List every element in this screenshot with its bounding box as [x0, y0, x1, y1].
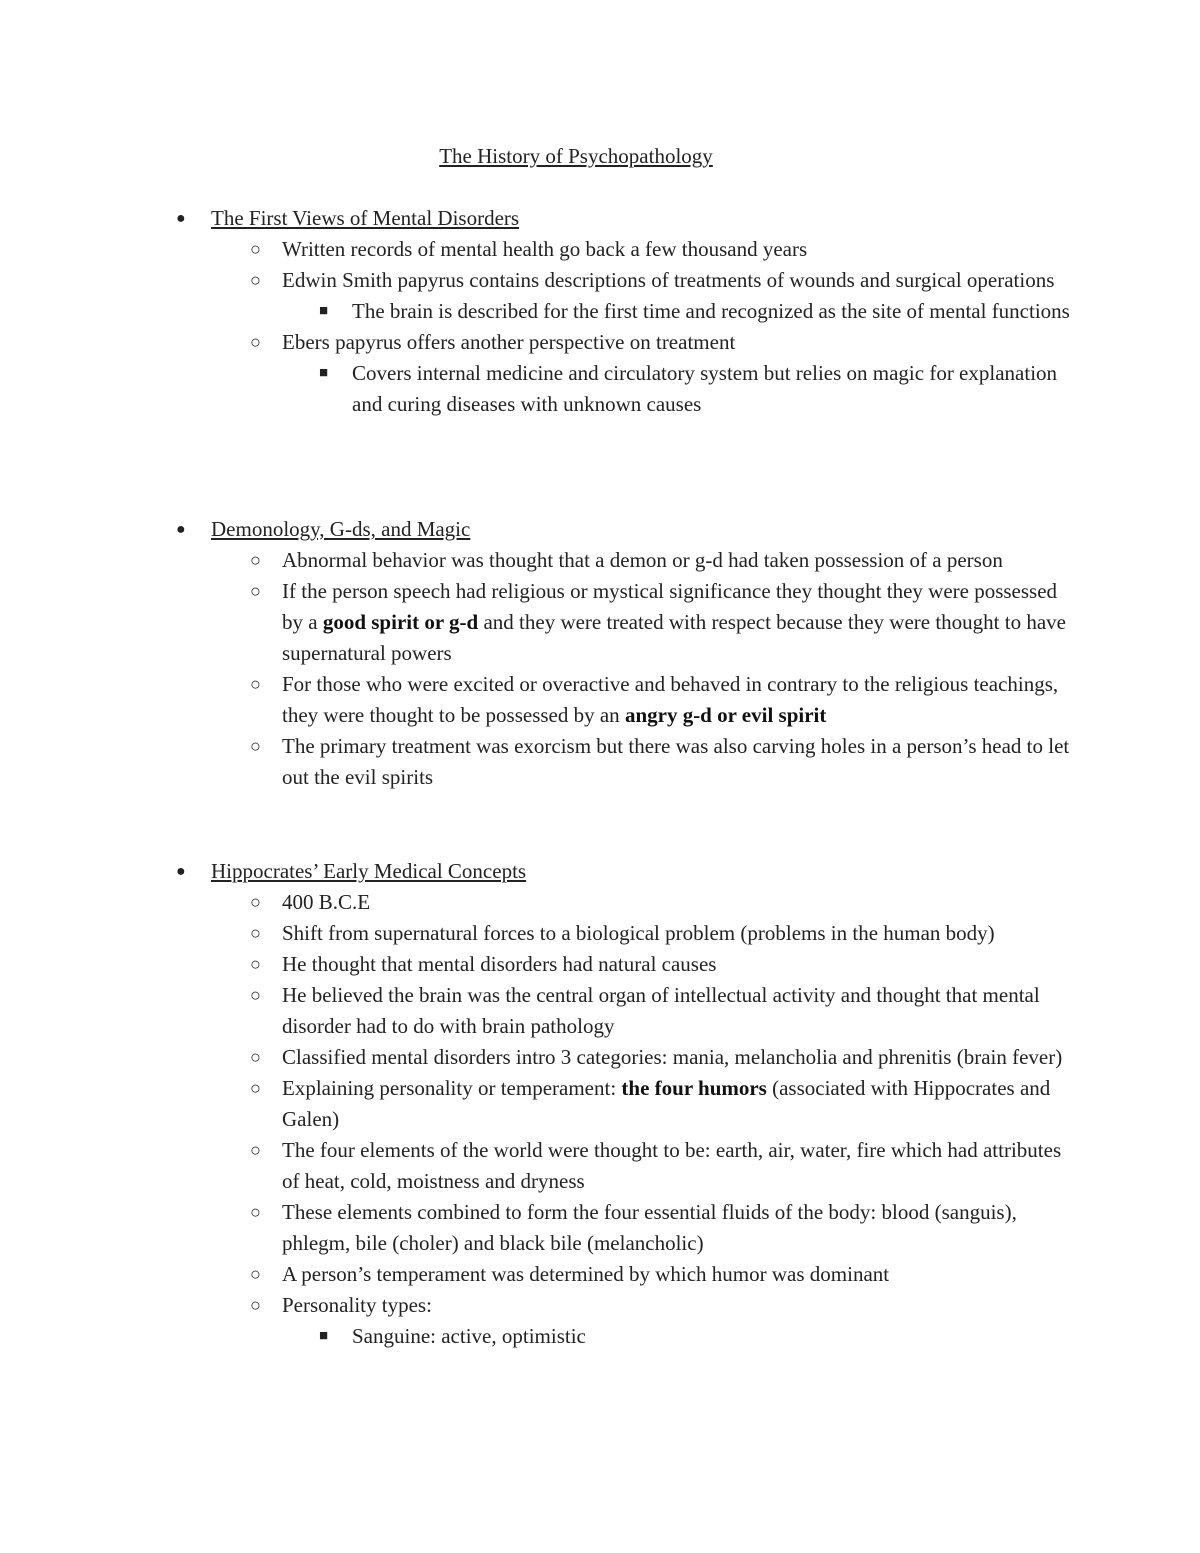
- list-item: [0, 1259, 1072, 1290]
- bullet-circle-icon: ○: [250, 674, 261, 694]
- section: [0, 203, 1200, 420]
- list-item-text: The four elements of the world were thought to be: earth, air, water, fire which had attributes of heat, cold, moistness and dryness: [282, 1138, 1062, 1193]
- bullet-circle-icon: ○: [250, 1295, 261, 1315]
- list-item: [0, 1135, 1072, 1197]
- bullet-circle-icon: ○: [250, 736, 261, 756]
- sub-list-item: [0, 296, 1072, 327]
- bullet-disc-icon: ●: [176, 863, 186, 880]
- list-item-text: Ebers papyrus offers another perspective on treatment: [282, 330, 736, 354]
- list-item: [0, 918, 1072, 949]
- bullet-circle-icon: ○: [250, 270, 261, 290]
- list-item: [0, 1290, 1072, 1321]
- bullet-disc-icon: ●: [176, 210, 186, 227]
- list-item: [0, 327, 1072, 358]
- section-heading-text: Hippocrates’ Early Medical Concepts: [211, 859, 527, 883]
- list-item: [0, 949, 1072, 980]
- list-item: [0, 234, 1072, 265]
- list-item: [0, 576, 1072, 669]
- section-heading: [0, 514, 1091, 545]
- sub-list-item-text: Sanguine: active, optimistic: [352, 1324, 586, 1348]
- list-item-text: Edwin Smith papyrus contains descriptions of treatments of wounds and surgical operations: [282, 268, 1055, 292]
- bullet-circle-icon: ○: [250, 985, 261, 1005]
- section-heading-text: Demonology, G-ds, and Magic: [211, 517, 471, 541]
- bullet-square-icon: ■: [319, 365, 329, 381]
- list-item: [0, 1197, 1072, 1259]
- section-heading: [0, 203, 1091, 234]
- list-item-text: Abnormal behavior was thought that a demon or g-d had taken possession of a person: [282, 548, 1003, 572]
- list-item-text: Written records of mental health go back a few thousand years: [282, 237, 808, 261]
- list-item-text: For those who were excited or overactive and behaved in contrary to the religious teachings, they were thought to be possessed by an: [282, 672, 1059, 727]
- list-item-text: He thought that mental disorders had natural causes: [282, 952, 717, 976]
- list-item: [0, 1073, 1072, 1135]
- bullet-square-icon: ■: [319, 303, 329, 319]
- list-item-text: He believed the brain was the central organ of intellectual activity and thought that mental disorder had to do with brain pathology: [282, 983, 1040, 1038]
- section: [0, 514, 1200, 793]
- bullet-circle-icon: ○: [250, 954, 261, 974]
- bullet-circle-icon: ○: [250, 1202, 261, 1222]
- list-item: [0, 887, 1072, 918]
- bullet-circle-icon: ○: [250, 239, 261, 259]
- list-item: [0, 545, 1072, 576]
- list-item-text: (associated with Hippocrates and Galen): [282, 1076, 1051, 1131]
- bold-term: the four humors: [621, 1076, 767, 1100]
- section-heading-text: The First Views of Mental Disorders: [211, 206, 520, 230]
- list-item-text: Shift from supernatural forces to a biological problem (problems in the human body): [282, 921, 995, 945]
- list-item: [0, 731, 1072, 793]
- bullet-circle-icon: ○: [250, 1078, 261, 1098]
- bullet-circle-icon: ○: [250, 1264, 261, 1284]
- list-item-text: A person’s temperament was determined by which humor was dominant: [282, 1262, 890, 1286]
- bullet-circle-icon: ○: [250, 1140, 261, 1160]
- bullet-circle-icon: ○: [250, 550, 261, 570]
- bullet-circle-icon: ○: [250, 332, 261, 352]
- section-heading: [0, 856, 1091, 887]
- bullet-circle-icon: ○: [250, 892, 261, 912]
- section: [0, 856, 1200, 1352]
- list-item-text: Classified mental disorders intro 3 categories: mania, melancholia and phrenitis (brain fever): [282, 1045, 1063, 1069]
- document-title: The History of Psychopathology: [439, 144, 713, 168]
- bullet-circle-icon: ○: [250, 1047, 261, 1067]
- list-item: [0, 980, 1072, 1042]
- sub-list-item-text: The brain is described for the first time and recognized as the site of mental functions: [352, 299, 1070, 323]
- list-item-text: If the person speech had religious or mystical significance they thought they were possessed by a: [282, 579, 1058, 634]
- bullet-square-icon: ■: [319, 1328, 329, 1344]
- bullet-circle-icon: ○: [250, 581, 261, 601]
- list-item: [0, 669, 1072, 731]
- list-item-text: and they were treated with respect because they were thought to have supernatural powers: [282, 610, 1066, 665]
- list-item-text: Personality types:: [282, 1293, 432, 1317]
- list-item-text: Explaining personality or temperament:: [282, 1076, 622, 1100]
- bold-term: angry g-d or evil spirit: [624, 703, 827, 727]
- list-item-text: 400 B.C.E: [282, 890, 371, 914]
- bullet-disc-icon: ●: [176, 521, 186, 538]
- list-item-text: These elements combined to form the four essential fluids of the body: blood (sanguis), phlegm, bile (choler) and black bile (melancholic): [282, 1200, 1017, 1255]
- list-item-text: The primary treatment was exorcism but there was also carving holes in a person’s head to let out the evil spirits: [282, 734, 1070, 789]
- list-item: [0, 265, 1072, 296]
- list-item: [0, 1042, 1072, 1073]
- bullet-circle-icon: ○: [250, 923, 261, 943]
- sub-list-item: [0, 1321, 1072, 1352]
- sub-list-item-text: Covers internal medicine and circulatory system but relies on magic for explanation and curing diseases with unknown causes: [352, 361, 1058, 416]
- sub-list-item: [0, 358, 1072, 420]
- bold-term: good spirit or g-d: [322, 610, 479, 634]
